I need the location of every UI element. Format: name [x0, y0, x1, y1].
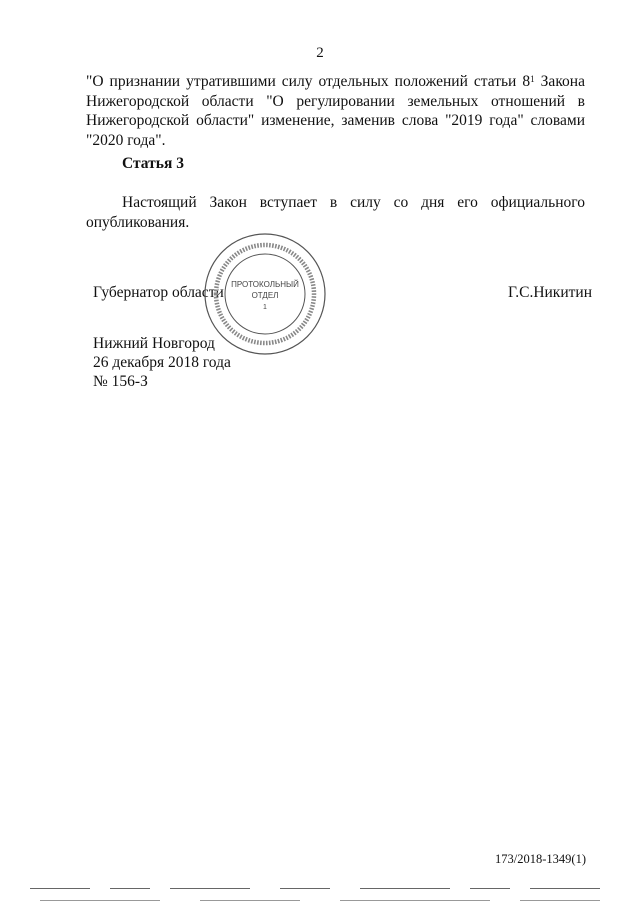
- page-number: 2: [316, 45, 324, 61]
- scan-dash: [530, 888, 600, 889]
- scan-dash: [520, 900, 600, 901]
- scan-dash: [170, 888, 250, 889]
- place-block: [93, 334, 231, 391]
- scan-dash: [340, 900, 490, 901]
- paragraph-amendment-text-part2: Закона Нижегородской области "О регулировании земельных отношений в Нижегородской области" изменение, заменив слова "2019 года" словами "2020 года".: [86, 73, 585, 149]
- scan-dash: [280, 888, 330, 889]
- stamp-line-3: 1: [263, 304, 267, 311]
- paragraph-amendment-text-part1: "О признании утратившими силу отдельных положений статьи 8: [86, 73, 531, 90]
- paragraph-entry-into-force: Настоящий Закон вступает в силу со дня его официального опубликования.: [86, 194, 585, 231]
- place-number: № 156-З: [93, 373, 148, 390]
- scan-dash: [470, 888, 510, 889]
- paragraph-amendment: [86, 72, 585, 150]
- scan-dash: [30, 888, 90, 889]
- stamp-line-2: ОТДЕЛ: [251, 291, 279, 300]
- governor-title: Губернатор области: [93, 284, 224, 301]
- place-city: Нижний Новгород: [93, 335, 215, 352]
- scan-dash: [360, 888, 450, 889]
- place-date: 26 декабря 2018 года: [93, 354, 231, 371]
- scan-dash: [200, 900, 300, 901]
- article-heading: Статья 3: [122, 155, 184, 172]
- superscript: 1: [530, 74, 535, 84]
- document-registration-number: 173/2018-1349(1): [495, 852, 586, 866]
- governor-name: Г.С.Никитин: [508, 284, 592, 301]
- scan-dash: [110, 888, 150, 889]
- scan-dash: [40, 900, 160, 901]
- stamp-line-1: ПРОТОКОЛЬНЫЙ: [231, 280, 299, 289]
